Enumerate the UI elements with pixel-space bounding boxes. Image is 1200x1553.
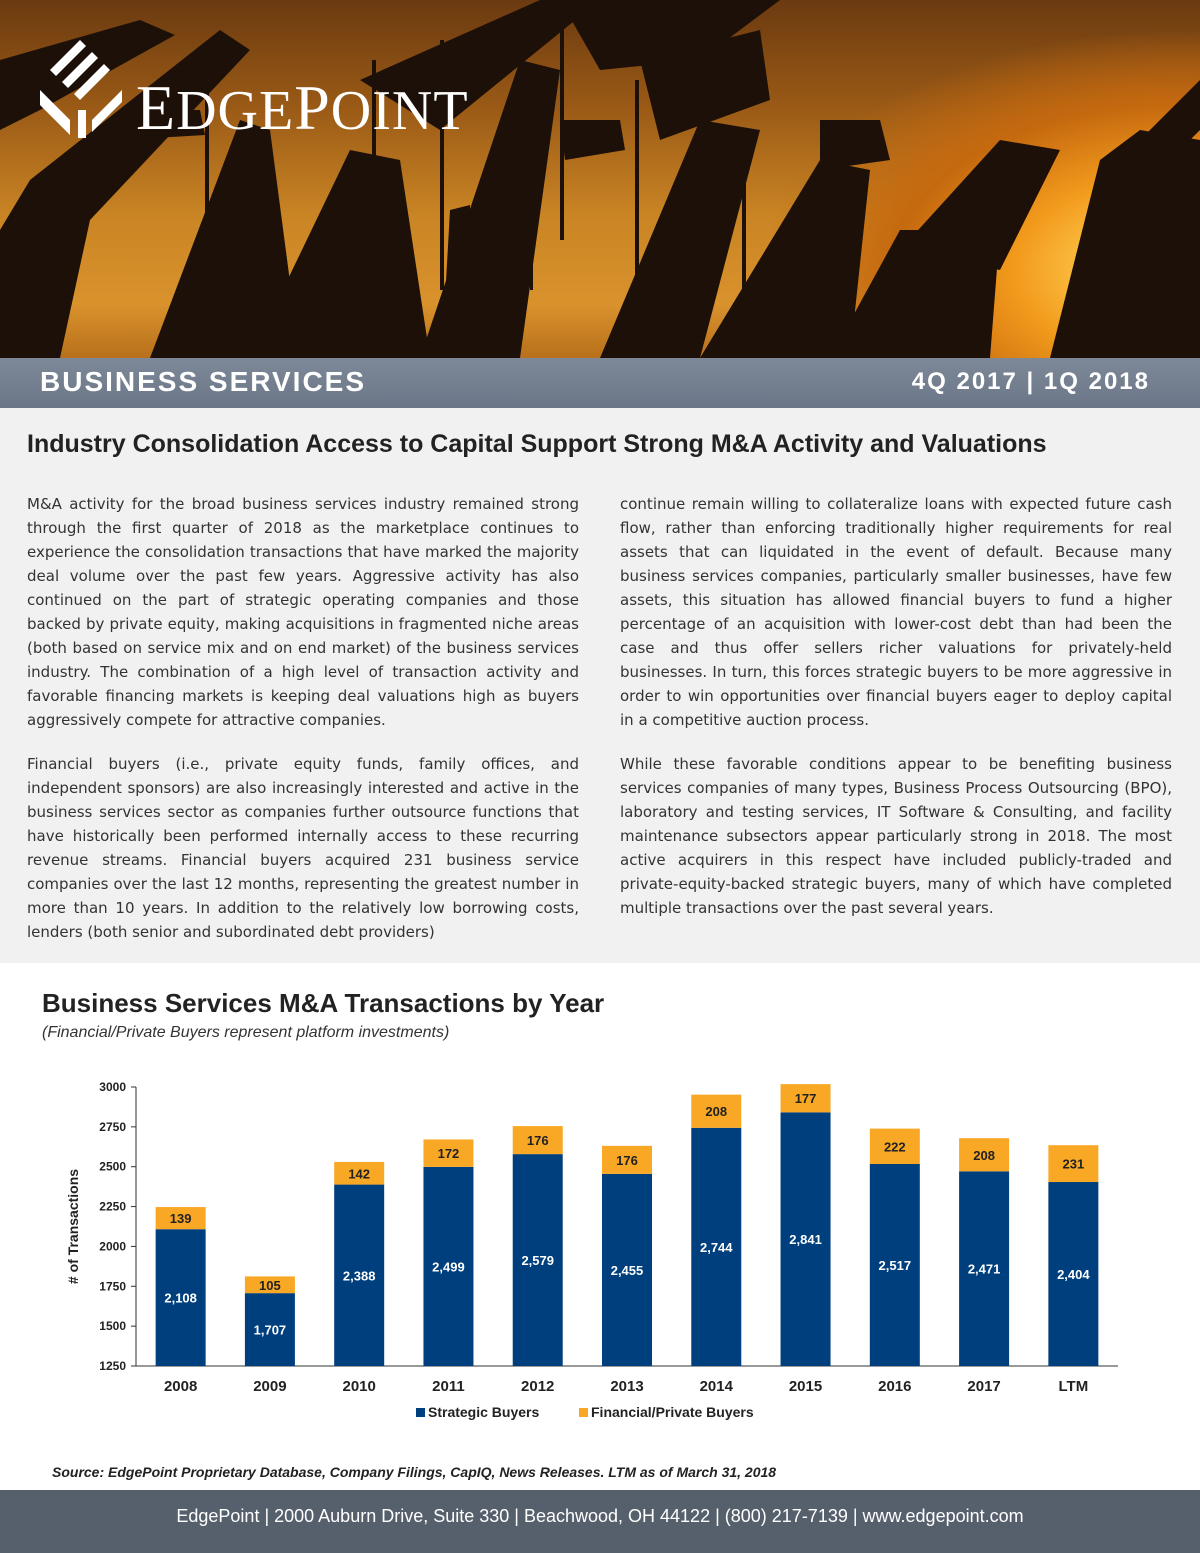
y-tick-label: 1750 <box>99 1279 126 1294</box>
data-label-financial: 208 <box>973 1147 995 1163</box>
footer <box>0 1490 1200 1553</box>
data-label-financial: 172 <box>437 1146 460 1162</box>
paragraph: continue remain willing to collateralize loans with expected future cash flow, rather than enforcing traditionally higher requirements for real assets that can liquidated in the event of default. Because many business services companies, particularly smaller businesses, have few assets, this situation has allowed financial buyers to fund a higher percentage of an acquisition with lower-cost debt than had been the case and thus offer sellers richer valuations for privately-held businesses. In turn, this forces strategic buyers to be more aggressive in order to win opportunities over financial buyers eager to deploy capital in a competitive auction process. <box>620 495 1172 729</box>
x-tick-label: 2011 <box>432 1378 465 1395</box>
data-label-strategic: 2,499 <box>432 1259 465 1275</box>
x-tick-label: 2013 <box>610 1378 644 1395</box>
y-tick-label: 2250 <box>99 1199 126 1214</box>
data-label-strategic: 2,744 <box>699 1239 733 1255</box>
paragraph: M&A activity for the broad business services industry remained strong through the first quarter of 2018 as the marketplace continues to experience the consolidation transactions that have marked the majority deal volume over the past few years. Aggressive activity has also continued on the part of strategic operating companies and those backed by private equity, making acquisitions in fragmented niche areas (both based on service mix and on end market) of the business services industry. The combination of a high level of transaction activity and favorable financing markets is keeping deal valuations high as buyers aggressively compete for attractive companies. <box>27 495 579 729</box>
data-label-financial: 176 <box>616 1152 638 1168</box>
legend-swatch-strategic <box>416 1408 425 1417</box>
transactions-bar-chart <box>0 1060 1200 1440</box>
footer-contact: EdgePoint | 2000 Auburn Drive, Suite 330 | Beachwood, OH 44122 | (800) 217-7139 | www.edgepoint.com <box>176 1506 1024 1526</box>
paragraph: Financial buyers (i.e., private equity funds, family offices, and independent sponsors) are also increasingly interested and active in the business services sector as companies further outsource functions that have historically been performed internally access to these recurring revenue streams. Financial buyers acquired 231 business service companies over the last 12 months, representing the greatest number in more than 10 years. In addition to the relatively low borrowing costs, lenders (both senior and subordinated debt providers) <box>27 755 579 941</box>
edgepoint-logo-mark-icon <box>40 40 130 140</box>
x-tick-label: 2016 <box>878 1378 912 1395</box>
x-tick-label: LTM <box>1058 1378 1089 1395</box>
y-tick-label: 2500 <box>99 1159 126 1174</box>
hero-banner <box>0 0 1200 358</box>
data-label-strategic: 2,388 <box>342 1268 376 1284</box>
data-label-strategic: 2,471 <box>967 1261 1001 1277</box>
section-title: BUSINESS SERVICES <box>40 366 367 397</box>
data-label-strategic: 1,707 <box>253 1322 287 1338</box>
x-tick-label: 2009 <box>253 1378 287 1395</box>
y-tick-label: 3000 <box>99 1080 126 1094</box>
legend-label-financial: Financial/Private Buyers <box>591 1404 754 1420</box>
x-tick-label: 2010 <box>342 1378 376 1395</box>
x-tick-label: 2017 <box>967 1378 1001 1395</box>
legend-label-strategic: Strategic Buyers <box>428 1404 540 1420</box>
data-label-strategic: 2,579 <box>521 1253 555 1269</box>
chart-subtitle: (Financial/Private Buyers represent platform investments) <box>42 1024 450 1041</box>
data-label-financial: 176 <box>526 1133 549 1149</box>
edgepoint-wordmark: EDGEPOINT <box>136 72 469 143</box>
legend-swatch-financial <box>579 1408 588 1417</box>
data-label-strategic: 2,455 <box>610 1262 644 1278</box>
edgepoint-logo <box>40 40 480 143</box>
data-label-strategic: 2,517 <box>878 1258 912 1274</box>
data-label-financial: 222 <box>883 1139 906 1155</box>
y-axis-title: # of Transactions <box>65 1168 81 1285</box>
article-headline: Industry Consolidation Access to Capital Support Strong M&A Activity and Valuations <box>27 430 1047 458</box>
source-note: Source: EdgePoint Proprietary Database, Company Filings, CapIQ, News Releases. LTM as of March 31, 2018 <box>52 1464 777 1480</box>
data-label-strategic: 2,841 <box>789 1232 822 1248</box>
data-label-financial: 208 <box>705 1104 728 1120</box>
data-label-financial: 177 <box>794 1091 817 1107</box>
y-tick-label: 1250 <box>99 1359 126 1373</box>
article-column-left <box>27 492 579 964</box>
data-label-financial: 105 <box>259 1277 281 1293</box>
data-label-financial: 139 <box>169 1211 192 1227</box>
y-tick-label: 2750 <box>99 1119 126 1134</box>
data-label-financial: 231 <box>1062 1156 1085 1172</box>
data-label-strategic: 2,404 <box>1057 1267 1090 1283</box>
section-bar <box>0 358 1200 408</box>
data-label-financial: 142 <box>348 1166 371 1182</box>
data-label-strategic: 2,108 <box>164 1290 197 1306</box>
x-tick-label: 2015 <box>788 1378 823 1395</box>
article-column-right <box>620 492 1172 940</box>
report-period: 4Q 2017 | 1Q 2018 <box>911 368 1150 395</box>
x-tick-label: 2014 <box>699 1378 733 1395</box>
y-tick-label: 2000 <box>99 1239 126 1254</box>
article <box>0 408 1200 963</box>
paragraph: While these favorable conditions appear to be benefiting business services companies of many types, Business Process Outsourcing (BPO), laboratory and testing services, IT Software & Consulting, and facility maintenance subsectors appear particularly strong in 2018. The most active acquirers in this respect have included publicly-traded and private-equity-backed strategic buyers, many of which have completed multiple transactions over the past several years. <box>620 755 1172 917</box>
chart-title: Business Services M&A Transactions by Year <box>42 988 605 1018</box>
y-tick-label: 1500 <box>99 1319 126 1334</box>
x-tick-label: 2012 <box>521 1378 555 1395</box>
x-tick-label: 2008 <box>163 1378 198 1395</box>
